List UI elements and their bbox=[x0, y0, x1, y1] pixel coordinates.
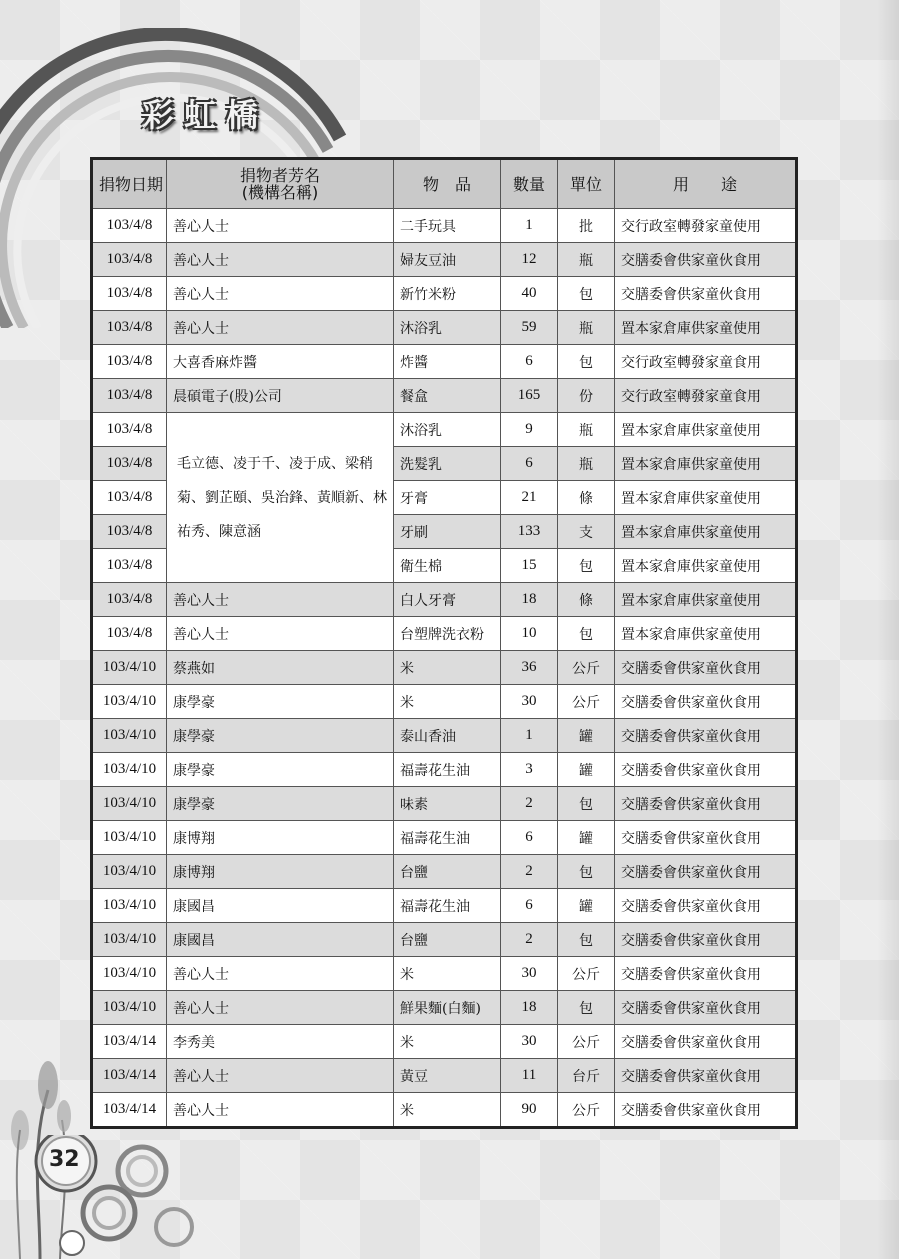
cell-item: 婦友豆油 bbox=[394, 243, 501, 277]
cell-donor: 善心人士 bbox=[167, 583, 394, 617]
cell-date: 103/4/10 bbox=[92, 787, 167, 821]
cell-unit: 包 bbox=[558, 923, 615, 957]
cell-qty: 59 bbox=[501, 311, 558, 345]
cell-unit: 條 bbox=[558, 481, 615, 515]
table-row bbox=[92, 685, 797, 719]
cell-item: 沐浴乳 bbox=[394, 413, 501, 447]
cell-unit: 包 bbox=[558, 617, 615, 651]
cell-unit: 批 bbox=[558, 209, 615, 243]
cell-item: 台鹽 bbox=[394, 855, 501, 889]
cell-qty: 6 bbox=[501, 345, 558, 379]
cell-donor: 晨碩電子(股)公司 bbox=[167, 379, 394, 413]
cell-qty: 1 bbox=[501, 719, 558, 753]
cell-unit: 條 bbox=[558, 583, 615, 617]
cell-qty: 3 bbox=[501, 753, 558, 787]
cell-unit: 瓶 bbox=[558, 447, 615, 481]
cell-item: 牙刷 bbox=[394, 515, 501, 549]
cell-qty: 12 bbox=[501, 243, 558, 277]
cell-use: 交膳委會供家童伙食用 bbox=[615, 855, 797, 889]
cell-unit: 公斤 bbox=[558, 1025, 615, 1059]
cell-use: 置本家倉庫供家童使用 bbox=[615, 549, 797, 583]
cell-donor: 康博翔 bbox=[167, 821, 394, 855]
cell-unit: 包 bbox=[558, 787, 615, 821]
table-row bbox=[92, 379, 797, 413]
cell-use: 交膳委會供家童伙食用 bbox=[615, 685, 797, 719]
cell-use: 交膳委會供家童伙食用 bbox=[615, 1093, 797, 1128]
header-item: 物 品 bbox=[394, 159, 501, 209]
cell-date: 103/4/8 bbox=[92, 311, 167, 345]
cell-use: 交膳委會供家童伙食用 bbox=[615, 991, 797, 1025]
cell-date: 103/4/10 bbox=[92, 991, 167, 1025]
cell-item: 米 bbox=[394, 1025, 501, 1059]
cell-item: 台塑牌洗衣粉 bbox=[394, 617, 501, 651]
cell-donor: 善心人士 bbox=[167, 277, 394, 311]
cell-use: 置本家倉庫供家童使用 bbox=[615, 515, 797, 549]
cell-date: 103/4/10 bbox=[92, 923, 167, 957]
cell-unit: 公斤 bbox=[558, 651, 615, 685]
cell-qty: 1 bbox=[501, 209, 558, 243]
cell-donor: 蔡燕如 bbox=[167, 651, 394, 685]
cell-donor: 善心人士 bbox=[167, 243, 394, 277]
cell-unit: 台斤 bbox=[558, 1059, 615, 1093]
cell-item: 二手玩具 bbox=[394, 209, 501, 243]
cell-donor: 大喜香麻炸醬 bbox=[167, 345, 394, 379]
cell-unit: 罐 bbox=[558, 889, 615, 923]
cell-date: 103/4/10 bbox=[92, 719, 167, 753]
cell-donor: 康博翔 bbox=[167, 855, 394, 889]
cell-item: 米 bbox=[394, 957, 501, 991]
cell-item: 洗髮乳 bbox=[394, 447, 501, 481]
cell-qty: 36 bbox=[501, 651, 558, 685]
cell-unit: 公斤 bbox=[558, 957, 615, 991]
cell-date: 103/4/8 bbox=[92, 549, 167, 583]
cell-qty: 2 bbox=[501, 787, 558, 821]
cell-qty: 133 bbox=[501, 515, 558, 549]
cell-date: 103/4/8 bbox=[92, 345, 167, 379]
cell-item: 台鹽 bbox=[394, 923, 501, 957]
cell-qty: 165 bbox=[501, 379, 558, 413]
cell-use: 交膳委會供家童伙食用 bbox=[615, 1059, 797, 1093]
cell-date: 103/4/10 bbox=[92, 889, 167, 923]
cell-use: 交膳委會供家童伙食用 bbox=[615, 277, 797, 311]
cell-unit: 罐 bbox=[558, 821, 615, 855]
table-row bbox=[92, 345, 797, 379]
cell-unit: 公斤 bbox=[558, 1093, 615, 1128]
cell-donor: 李秀美 bbox=[167, 1025, 394, 1059]
page-title: 彩虹橋 bbox=[142, 96, 269, 134]
table-header-row bbox=[92, 159, 797, 209]
cell-date: 103/4/8 bbox=[92, 515, 167, 549]
cell-date: 103/4/8 bbox=[92, 583, 167, 617]
cell-donor: 善心人士 bbox=[167, 957, 394, 991]
page-edge-shadow bbox=[877, 0, 899, 1259]
cell-use: 交膳委會供家童伙食用 bbox=[615, 923, 797, 957]
cell-donor: 善心人士 bbox=[167, 209, 394, 243]
cell-unit: 瓶 bbox=[558, 243, 615, 277]
cell-item: 餐盒 bbox=[394, 379, 501, 413]
cell-date: 103/4/10 bbox=[92, 821, 167, 855]
cell-qty: 15 bbox=[501, 549, 558, 583]
cell-donor: 康國昌 bbox=[167, 923, 394, 957]
cell-date: 103/4/8 bbox=[92, 277, 167, 311]
table-row bbox=[92, 991, 797, 1025]
cell-item: 泰山香油 bbox=[394, 719, 501, 753]
table-row bbox=[92, 889, 797, 923]
cell-use: 交膳委會供家童伙食用 bbox=[615, 787, 797, 821]
cell-qty: 10 bbox=[501, 617, 558, 651]
cell-use: 交膳委會供家童伙食用 bbox=[615, 753, 797, 787]
header-unit: 單位 bbox=[558, 159, 615, 209]
cell-item: 白人牙膏 bbox=[394, 583, 501, 617]
cell-unit: 瓶 bbox=[558, 311, 615, 345]
cell-date: 103/4/10 bbox=[92, 685, 167, 719]
cell-donor: 善心人士 bbox=[167, 617, 394, 651]
cell-use: 交膳委會供家童伙食用 bbox=[615, 889, 797, 923]
table-row bbox=[92, 787, 797, 821]
table-row bbox=[92, 1059, 797, 1093]
cell-use: 置本家倉庫供家童使用 bbox=[615, 583, 797, 617]
cell-item: 米 bbox=[394, 651, 501, 685]
table-row bbox=[92, 209, 797, 243]
cell-use: 交膳委會供家童伙食用 bbox=[615, 957, 797, 991]
cell-date: 103/4/10 bbox=[92, 957, 167, 991]
table-row bbox=[92, 651, 797, 685]
cell-donor: 康學豪 bbox=[167, 787, 394, 821]
cell-qty: 30 bbox=[501, 957, 558, 991]
cell-item: 米 bbox=[394, 1093, 501, 1128]
cell-use: 交行政室轉發家童食用 bbox=[615, 379, 797, 413]
cell-donor-group: 毛立德、凌于千、凌于成、梁稍菊、劉芷頤、吳治鋒、黃順新、林祐秀、陳意涵 bbox=[167, 413, 394, 583]
cell-item: 福壽花生油 bbox=[394, 753, 501, 787]
cell-unit: 包 bbox=[558, 855, 615, 889]
cell-item: 味素 bbox=[394, 787, 501, 821]
cell-donor: 善心人士 bbox=[167, 1059, 394, 1093]
cell-qty: 9 bbox=[501, 413, 558, 447]
cell-item: 福壽花生油 bbox=[394, 821, 501, 855]
cell-item: 黃豆 bbox=[394, 1059, 501, 1093]
cell-qty: 18 bbox=[501, 583, 558, 617]
cell-use: 置本家倉庫供家童使用 bbox=[615, 617, 797, 651]
cell-date: 103/4/8 bbox=[92, 447, 167, 481]
header-qty: 數量 bbox=[501, 159, 558, 209]
cell-item: 沐浴乳 bbox=[394, 311, 501, 345]
cell-qty: 6 bbox=[501, 889, 558, 923]
cell-use: 交膳委會供家童伙食用 bbox=[615, 821, 797, 855]
cell-item: 福壽花生油 bbox=[394, 889, 501, 923]
cell-donor: 康學豪 bbox=[167, 685, 394, 719]
cell-donor: 康學豪 bbox=[167, 753, 394, 787]
header-use: 用 途 bbox=[615, 159, 797, 209]
cell-item: 鮮果麵(白麵) bbox=[394, 991, 501, 1025]
cell-unit: 罐 bbox=[558, 753, 615, 787]
cell-date: 103/4/8 bbox=[92, 379, 167, 413]
cell-use: 置本家倉庫供家童使用 bbox=[615, 413, 797, 447]
cell-unit: 支 bbox=[558, 515, 615, 549]
cell-use: 置本家倉庫供家童使用 bbox=[615, 481, 797, 515]
cell-date: 103/4/10 bbox=[92, 753, 167, 787]
cell-unit: 包 bbox=[558, 277, 615, 311]
cell-donor: 善心人士 bbox=[167, 991, 394, 1025]
table-row bbox=[92, 583, 797, 617]
cell-use: 交膳委會供家童伙食用 bbox=[615, 651, 797, 685]
header-date: 捐物日期 bbox=[92, 159, 167, 209]
cell-date: 103/4/8 bbox=[92, 209, 167, 243]
table-row bbox=[92, 855, 797, 889]
cell-unit: 份 bbox=[558, 379, 615, 413]
cell-unit: 罐 bbox=[558, 719, 615, 753]
cell-date: 103/4/10 bbox=[92, 855, 167, 889]
cell-use: 交行政室轉發家童食用 bbox=[615, 345, 797, 379]
header-donor-line1: 捐物者芳名 bbox=[239, 166, 320, 185]
cell-qty: 40 bbox=[501, 277, 558, 311]
cell-item: 牙膏 bbox=[394, 481, 501, 515]
cell-qty: 11 bbox=[501, 1059, 558, 1093]
table-row bbox=[92, 1025, 797, 1059]
cell-unit: 公斤 bbox=[558, 685, 615, 719]
cell-qty: 30 bbox=[501, 1025, 558, 1059]
cell-item: 新竹米粉 bbox=[394, 277, 501, 311]
table-row bbox=[92, 923, 797, 957]
cell-qty: 2 bbox=[501, 855, 558, 889]
cell-qty: 2 bbox=[501, 923, 558, 957]
header-donor bbox=[167, 159, 394, 209]
cell-date: 103/4/8 bbox=[92, 243, 167, 277]
cell-date: 103/4/14 bbox=[92, 1059, 167, 1093]
cell-date: 103/4/14 bbox=[92, 1093, 167, 1128]
cell-date: 103/4/14 bbox=[92, 1025, 167, 1059]
page-number: 32 bbox=[49, 1147, 80, 1172]
cell-use: 交膳委會供家童伙食用 bbox=[615, 243, 797, 277]
cell-use: 交膳委會供家童伙食用 bbox=[615, 719, 797, 753]
cell-date: 103/4/8 bbox=[92, 617, 167, 651]
cell-date: 103/4/8 bbox=[92, 481, 167, 515]
table-row bbox=[92, 617, 797, 651]
cell-qty: 30 bbox=[501, 685, 558, 719]
donation-table bbox=[90, 157, 798, 1129]
cell-donor: 善心人士 bbox=[167, 311, 394, 345]
cell-unit: 包 bbox=[558, 549, 615, 583]
cell-donor: 康國昌 bbox=[167, 889, 394, 923]
cell-qty: 90 bbox=[501, 1093, 558, 1128]
table-row bbox=[92, 413, 797, 447]
table-row bbox=[92, 1093, 797, 1128]
cell-use: 交膳委會供家童伙食用 bbox=[615, 1025, 797, 1059]
cell-item: 衛生棉 bbox=[394, 549, 501, 583]
cell-item: 炸醬 bbox=[394, 345, 501, 379]
cell-unit: 包 bbox=[558, 345, 615, 379]
header-donor-line2: (機構名稱) bbox=[241, 183, 319, 202]
table-row bbox=[92, 957, 797, 991]
cell-donor: 康學豪 bbox=[167, 719, 394, 753]
table-row bbox=[92, 753, 797, 787]
cell-use: 置本家倉庫供家童使用 bbox=[615, 311, 797, 345]
cell-date: 103/4/10 bbox=[92, 651, 167, 685]
cell-use: 交行政室轉發家童使用 bbox=[615, 209, 797, 243]
cell-donor: 善心人士 bbox=[167, 1093, 394, 1128]
table-row bbox=[92, 719, 797, 753]
cell-date: 103/4/8 bbox=[92, 413, 167, 447]
table-row bbox=[92, 277, 797, 311]
cell-qty: 6 bbox=[501, 821, 558, 855]
cell-item: 米 bbox=[394, 685, 501, 719]
cell-qty: 6 bbox=[501, 447, 558, 481]
table-row bbox=[92, 821, 797, 855]
cell-qty: 21 bbox=[501, 481, 558, 515]
table-row bbox=[92, 311, 797, 345]
cell-unit: 包 bbox=[558, 991, 615, 1025]
cell-unit: 瓶 bbox=[558, 413, 615, 447]
cell-qty: 18 bbox=[501, 991, 558, 1025]
table-row bbox=[92, 243, 797, 277]
cell-use: 置本家倉庫供家童使用 bbox=[615, 447, 797, 481]
